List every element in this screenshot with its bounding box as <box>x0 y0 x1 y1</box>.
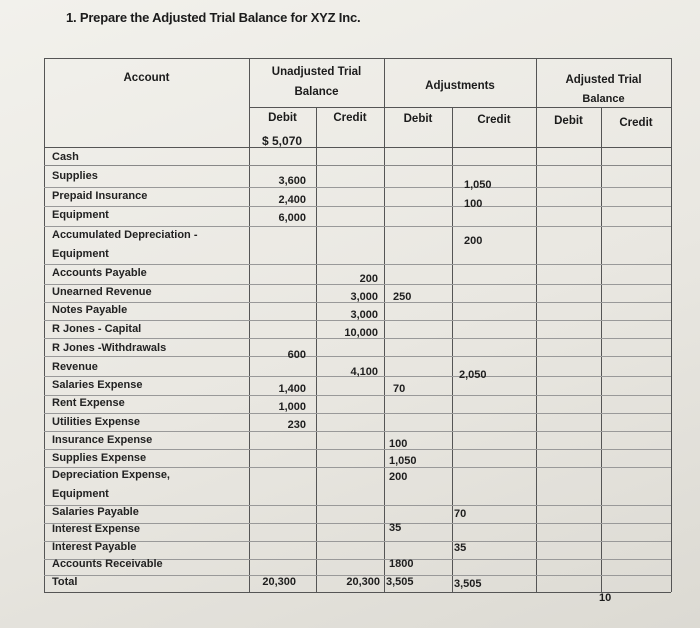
account-row: Cash <box>52 151 79 163</box>
account-row: Salaries Expense <box>52 379 143 391</box>
header-unadjusted-line1: Unadjusted Trial <box>271 66 362 78</box>
adjustments-debit-accounts-receivable: 1800 <box>389 558 414 570</box>
adjustments-debit-supplies-expense: 1,050 <box>389 455 417 467</box>
header-adjustments-credit: Credit <box>477 114 511 126</box>
account-row: Equipment <box>52 488 109 500</box>
adjustments-credit-prepaid-insurance: 100 <box>464 198 483 210</box>
unadjusted-debit-utilities-expense: 230 <box>287 419 306 431</box>
account-row: R Jones -Withdrawals <box>52 342 167 354</box>
account-row: Depreciation Expense, <box>52 469 170 481</box>
unadjusted-credit-unearned-revenue: 3,000 <box>350 291 378 303</box>
account-row: Salaries Payable <box>52 506 139 518</box>
account-row: Supplies Expense <box>52 452 147 464</box>
adjustments-debit-salaries-expense: 70 <box>393 383 406 395</box>
header-account: Account <box>123 72 170 84</box>
account-row: R Jones - Capital <box>52 323 142 335</box>
opening-cash-debit: $ 5,070 <box>262 134 303 148</box>
account-row: Interest Payable <box>52 541 137 553</box>
account-row: Notes Payable <box>52 304 128 316</box>
adjustments-debit-insurance-expense: 100 <box>389 438 408 450</box>
unadjusted-credit-revenue: 4,100 <box>350 366 378 378</box>
adjustments-credit-revenue: 2,050 <box>459 369 487 381</box>
worksheet-title: 1. Prepare the Adjusted Trial Balance for XYZ Inc. <box>66 10 361 25</box>
header-adjusted-debit: Debit <box>554 115 583 127</box>
unadjusted-debit-rent-expense: 1,000 <box>278 401 306 413</box>
header-adjustments: Adjustments <box>425 80 495 92</box>
account-row: Interest Expense <box>52 523 141 535</box>
header-unadjusted-credit: Credit <box>333 112 367 124</box>
header-adjusted-line2: Balance <box>582 93 625 105</box>
header-adjusted-line1: Adjusted Trial <box>565 74 642 86</box>
account-row: Equipment <box>52 248 109 260</box>
header-unadjusted-debit: Debit <box>268 112 297 124</box>
account-row: Supplies <box>52 170 98 182</box>
account-row: Revenue <box>52 361 98 373</box>
account-row: Rent Expense <box>52 397 125 409</box>
header-unadjusted-line2: Balance <box>294 86 339 98</box>
account-row: Accounts Receivable <box>52 558 163 570</box>
unadjusted-debit-total: 20,300 <box>262 576 296 588</box>
account-row: Equipment <box>52 209 109 221</box>
adjustments-credit-supplies: 1,050 <box>464 179 492 191</box>
account-row: Utilities Expense <box>52 416 141 428</box>
account-row: Prepaid Insurance <box>52 190 148 202</box>
header-adjusted-credit: Credit <box>619 117 653 129</box>
adjustments-credit-interest-payable: 35 <box>454 542 467 554</box>
adjustments-credit-salaries-payable: 70 <box>454 508 467 520</box>
unadjusted-credit-accounts-payable: 200 <box>359 273 378 285</box>
adjustments-debit-depreciation-expense: 200 <box>389 471 408 483</box>
header-adjustments-debit: Debit <box>403 113 433 125</box>
adjustments-credit-accumulated-depreciation: 200 <box>464 235 483 247</box>
unadjusted-debit-prepaid-insurance: 2,400 <box>278 194 306 206</box>
unadjusted-debit-supplies: 3,600 <box>278 175 306 187</box>
adjustments-debit-interest-expense: 35 <box>389 522 402 534</box>
unadjusted-debit-salaries-expense: 1,400 <box>278 383 306 395</box>
adjustments-debit-unearned-revenue: 250 <box>393 291 412 303</box>
account-row: Unearned Revenue <box>52 286 152 298</box>
account-row: Insurance Expense <box>52 434 153 446</box>
page-number: 10 <box>599 592 612 604</box>
unadjusted-credit-notes-payable: 3,000 <box>350 309 378 321</box>
adjustments-credit-total: 3,505 <box>454 578 482 590</box>
unadjusted-debit-withdrawals: 600 <box>287 349 306 361</box>
account-row: Total <box>52 576 78 588</box>
unadjusted-credit-capital: 10,000 <box>344 327 378 339</box>
account-row: Accounts Payable <box>52 267 147 279</box>
unadjusted-credit-total: 20,300 <box>346 576 380 588</box>
account-row: Accumulated Depreciation - <box>52 229 198 241</box>
adjustments-debit-total: 3,505 <box>386 576 414 588</box>
unadjusted-debit-equipment: 6,000 <box>278 212 306 224</box>
